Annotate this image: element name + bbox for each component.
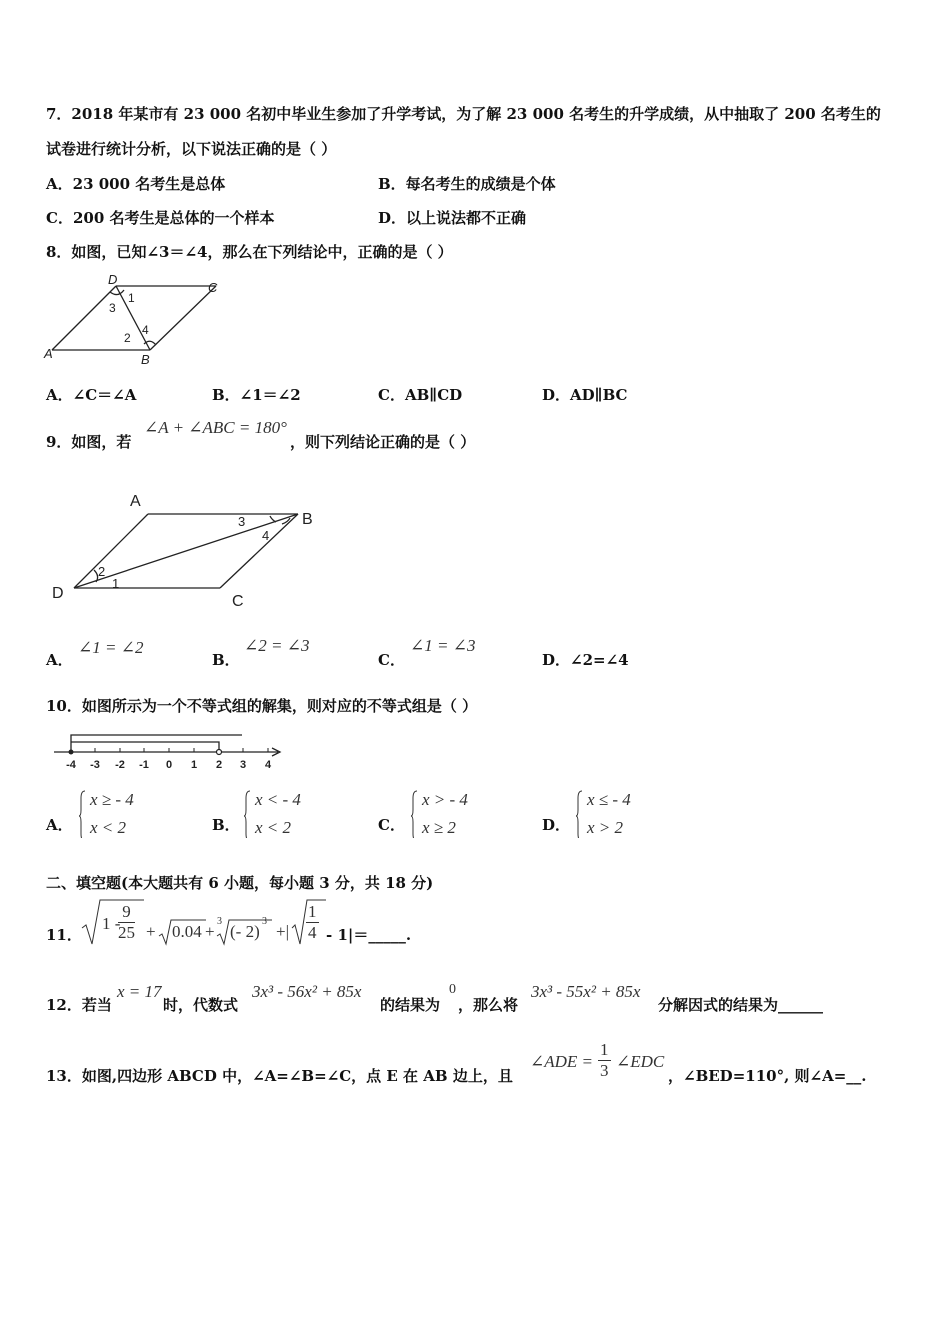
- q12-condition: x = 17: [117, 982, 162, 1001]
- q12-zero: 0: [449, 982, 456, 997]
- q10-tick-label: -1: [139, 759, 149, 771]
- q9-stem-suffix: ，则下列结论正确的是（ ）: [290, 433, 476, 451]
- q9-diagonal-db: [74, 514, 298, 588]
- q8-angle-1: 1: [128, 291, 135, 305]
- q9-option-b-label: B．: [212, 651, 240, 669]
- q11-fraction-den: 25: [118, 923, 135, 942]
- q13-fraction: [598, 1040, 611, 1081]
- q10-option-b-row2: x < 2: [255, 818, 292, 837]
- q12-expression-1: 3x³ - 56x² + 85x: [252, 982, 362, 1001]
- q11-tail: - 1|＝_____.: [326, 926, 412, 944]
- q10-tick-label: 1: [190, 759, 198, 771]
- q10-stem: 10．如图所示为一个不等式组的解集，则对应的不等式组是（ ）: [46, 697, 478, 715]
- q10-option-a-row1: x ≥ - 4: [90, 790, 134, 809]
- q10-option-c-row2: x ≥ 2: [422, 818, 456, 837]
- brace-icon: [243, 790, 251, 838]
- section2-title: 二、填空题(本大题共有 6 小题，每小题 3 分，共 18 分): [46, 874, 434, 892]
- q9-option-a-label: A．: [46, 651, 73, 669]
- q10-tick-label: -2: [115, 759, 125, 771]
- q13-prefix: 13．如图,四边形 ABCD 中，∠A=∠B=∠C，点 E 在 AB 边上，且: [46, 1067, 513, 1085]
- q8-stem: 8．如图，已知∠3＝∠4，那么在下列结论中，正确的是（ ）: [46, 243, 453, 261]
- q13-equation: [530, 1040, 670, 1088]
- q8-label-a: A: [44, 346, 53, 361]
- q12-text-3: ，那么将: [458, 996, 519, 1014]
- q12-expression-2: 3x³ - 55x² + 85x: [531, 982, 641, 1001]
- q8-edge-bc: [150, 286, 216, 350]
- q10-range-lower: [71, 742, 219, 752]
- q10-number-line: [44, 728, 294, 776]
- q10-option-a-row2: x < 2: [90, 818, 127, 837]
- q13-tail: ，∠BED=110°, 则∠A=__.: [668, 1067, 867, 1085]
- q10-tick-label: 0: [165, 759, 173, 771]
- q10-option-d-row1: x ≤ - 4: [587, 790, 631, 809]
- q8-option-d: D．AD∥BC: [542, 386, 628, 404]
- q11-one-minus: 1 -: [102, 914, 121, 933]
- q8-option-a: A．∠C＝∠A: [46, 386, 137, 404]
- q8-label-c: C: [208, 280, 218, 295]
- q10-option-a-system: [78, 790, 168, 842]
- q11-sqrt-value: 0.04: [172, 922, 202, 941]
- q13-rhs: ∠EDC: [616, 1052, 665, 1071]
- q7-option-a: A．23 000 名考生是总体: [46, 175, 226, 193]
- q10-option-d-row2: x > 2: [587, 818, 624, 837]
- q10-tick-label: -4: [66, 759, 76, 771]
- q8-option-c: C．AB∥CD: [378, 386, 463, 404]
- brace-icon: [78, 790, 86, 838]
- q11-cbrt-value: (- 2): [230, 922, 260, 941]
- q11-fraction-2-den: 4: [308, 923, 317, 942]
- q10-option-b-system: [243, 790, 333, 842]
- q9-stem-condition: ∠A + ∠ABC = 180°: [144, 418, 287, 437]
- q10-option-c-row1: x > - 4: [422, 790, 468, 809]
- q10-option-a-label: A．: [46, 816, 73, 834]
- q7-option-b: B．每名考生的成绩是个体: [378, 175, 556, 193]
- q10-option-c-label: C．: [378, 816, 405, 834]
- q10-option-b-label: B．: [212, 816, 240, 834]
- q13-fraction-num: 1: [600, 1040, 609, 1059]
- q9-edge-bc: [220, 514, 298, 588]
- q9-label-a: A: [130, 493, 141, 510]
- brace-icon: [575, 790, 583, 838]
- q10-tick-label: 2: [215, 759, 223, 771]
- q13-lhs: ∠ADE =: [530, 1052, 594, 1071]
- q10-tick-label: 4: [264, 759, 272, 771]
- q7-stem-line1: 7．2018 年某市有 23 000 名初中毕业生参加了升学考试，为了解 23 000 名考生的升学成绩，从中抽取了 200 名考生的: [46, 105, 881, 123]
- q8-option-b: B．∠1＝∠2: [212, 386, 301, 404]
- q9-option-a-math: ∠1 = ∠2: [78, 638, 144, 657]
- q9-label-b: B: [302, 511, 313, 528]
- q9-angle-2: 2: [98, 564, 106, 579]
- q9-label-c: C: [232, 593, 244, 610]
- q12-text-2: 的结果为: [380, 996, 441, 1014]
- q7-option-c: C．200 名考生是总体的一个样本: [46, 209, 275, 227]
- q9-angle-3: 3: [238, 514, 246, 529]
- q8-figure-parallelogram: [40, 268, 230, 368]
- q11-cbrt-exponent: 3: [262, 916, 267, 927]
- q7-option-d: D．以上说法都不正确: [378, 209, 527, 227]
- q11-plus: +: [146, 922, 156, 941]
- q10-range-upper: [71, 735, 242, 752]
- q12-text-4: 分解因式的结果为______: [658, 996, 824, 1014]
- q9-stem-prefix: 9．如图，若: [46, 433, 132, 451]
- q11-fraction-num: 9: [118, 902, 135, 923]
- q9-arc-b: [270, 516, 276, 522]
- q11-plus-2: +: [205, 922, 215, 941]
- q10-option-c-system: [410, 790, 500, 842]
- q9-figure-parallelogram: [44, 484, 334, 614]
- brace-icon: [410, 790, 418, 838]
- q9-option-b-math: ∠2 = ∠3: [244, 636, 310, 655]
- q11-abs-open: +|: [276, 922, 289, 941]
- q8-arc-b: [144, 341, 156, 345]
- q9-label-d: D: [52, 585, 64, 602]
- q10-tick-label: 3: [239, 759, 247, 771]
- q11-number: 11．: [46, 926, 82, 944]
- q9-angle-1: 1: [112, 576, 120, 591]
- q10-option-d-label: D．: [542, 816, 571, 834]
- q10-closed-point: [69, 750, 74, 755]
- q9-angle-4: 4: [262, 528, 270, 543]
- q9-option-c-math: ∠1 = ∠3: [410, 636, 476, 655]
- q8-label-d: D: [108, 272, 118, 287]
- q13-fraction-den: 3: [600, 1061, 609, 1080]
- q8-angle-2: 2: [124, 331, 131, 345]
- q8-label-b: B: [141, 352, 150, 367]
- q11-fraction-2: [306, 902, 319, 943]
- q12-prefix: 12．若当: [46, 996, 112, 1014]
- q8-angle-4: 4: [142, 323, 149, 337]
- q10-option-d-system: [575, 790, 665, 842]
- q10-open-point: [217, 750, 222, 755]
- q11-fraction: [118, 902, 135, 943]
- q10-option-b-row1: x < - 4: [255, 790, 301, 809]
- q8-angle-3: 3: [109, 301, 116, 315]
- q9-option-c-label: C．: [378, 651, 405, 669]
- q10-tick-label: -3: [90, 759, 100, 771]
- q9-edge-da: [74, 514, 148, 588]
- q7-stem-line2: 试卷进行统计分析，以下说法正确的是（ ）: [46, 140, 337, 158]
- q11-fraction-2-num: 1: [308, 902, 317, 921]
- q12-text-1: 时，代数式: [163, 996, 239, 1014]
- q9-option-d: D．∠2=∠4: [542, 651, 629, 669]
- q11-cbrt-index: 3: [217, 916, 222, 927]
- q8-edge-da: [52, 286, 116, 350]
